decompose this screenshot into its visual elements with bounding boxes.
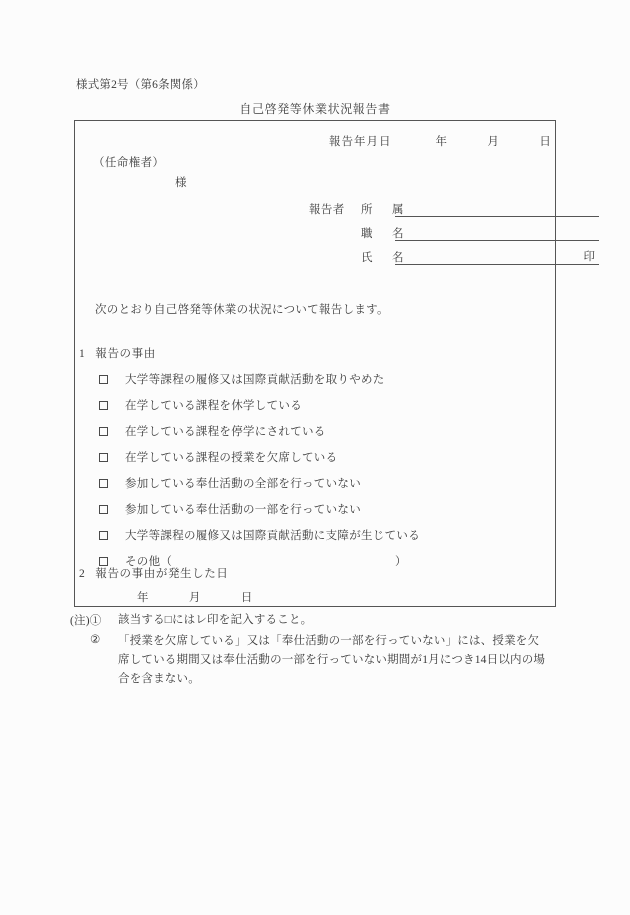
section-occurrence-heading [79,565,228,581]
checkbox-icon[interactable] [99,453,108,462]
checkbox-icon[interactable] [99,505,108,514]
note-number-2: ② [90,634,101,646]
reporter-position-input[interactable] [395,223,599,241]
notes-section [70,612,570,692]
list-item-label: その他（ [125,556,173,568]
occurrence-year-unit: 年 [137,592,149,604]
list-item[interactable] [99,366,420,392]
occurrence-month-unit: 月 [188,592,201,604]
section-occurrence-title: 報告の事由が発生した日 [95,568,229,580]
form-number: 様式第2号（第6条関係） [76,79,205,91]
note-item-1 [70,612,570,629]
note-line: 「授業を欠席している」又は「奉仕活動の一部を行っていない」には、授業を欠 [118,635,540,647]
occurrence-day-unit: 日 [240,592,253,604]
reporter-position-label: 職 名 [361,228,408,240]
reporter-name-input[interactable] [395,247,599,265]
note-body-2 [118,632,545,689]
report-date-row [329,133,551,149]
checkbox-icon[interactable] [99,479,108,488]
reporter-affiliation-label: 所 属 [361,204,408,216]
note-body-1 [118,612,312,629]
section-reason-heading [79,345,156,361]
reporter-position-row [309,217,599,241]
list-item[interactable] [99,522,420,548]
addressee-honorific: 様 [175,177,187,189]
reporter-name-label: 氏 名 [361,252,408,264]
reporter-block [309,193,599,265]
notes-prefix: (注) [70,615,90,627]
checkbox-icon[interactable] [99,427,108,436]
list-item[interactable] [99,496,420,522]
reporter-affiliation-row [309,193,599,217]
list-item-label: 在学している課程の授業を欠席している [125,452,338,464]
report-date-day-unit: 日 [539,136,552,148]
appointer-label: （任命権者） [93,157,165,169]
report-date-month-unit: 月 [487,136,500,148]
other-close-paren: ） [395,556,407,568]
section-reason-title: 報告の事由 [95,348,156,360]
reason-checkbox-list [99,366,420,574]
reporter-affiliation-input[interactable] [395,199,599,217]
note-line: 席している期間又は奉仕活動の一部を行っていない期間が1月につき14日以内の場 [118,654,546,666]
report-date-label: 報告年月日 [329,136,392,148]
checkbox-icon[interactable] [99,531,108,540]
list-item[interactable] [99,392,420,418]
list-item-label: 在学している課程を停学にされている [125,426,326,438]
list-item[interactable] [99,444,420,470]
checkbox-icon[interactable] [99,401,108,410]
note-line: 合を含まない。 [118,673,200,685]
note-item-2 [70,632,570,689]
note-number-1: ① [89,615,102,627]
statement-text: 次のとおり自己啓発等休業の状況について報告します。 [95,304,389,316]
list-item[interactable] [99,418,420,444]
reporter-name-row [309,241,599,265]
checkbox-icon[interactable] [99,375,108,384]
document-title: 自己啓発等休業状況報告書 [239,102,391,116]
note-line: 該当する□にはレ印を記入すること。 [118,614,313,626]
reporter-tag: 報告者 [309,204,345,216]
list-item-label: 参加している奉仕活動の一部を行っていない [125,504,361,516]
list-item-label: 大学等課程の履修又は国際貢献活動に支障が生じている [125,530,420,542]
list-item-label: 在学している課程を休学している [125,400,302,412]
report-date-year-unit: 年 [435,136,448,148]
section-occurrence-number: 2 [79,568,86,580]
note-marker-1 [70,612,118,628]
list-item-label: 参加している奉仕活動の全部を行っていない [125,478,361,490]
occurrence-date-row[interactable] [137,589,253,605]
list-item-label: 大学等課程の履修又は国際貢献活動を取りやめた [125,374,385,386]
list-item[interactable] [99,470,420,496]
seal-mark-icon: 印 [583,250,595,263]
section-reason-number: 1 [79,348,86,360]
form-body-box [74,120,595,607]
